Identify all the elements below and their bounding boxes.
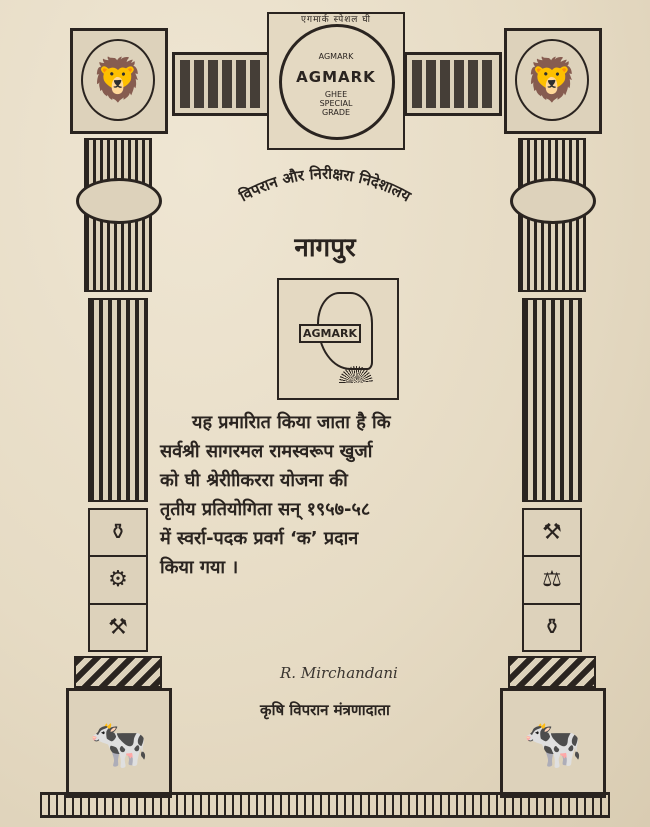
left-pillar-trunk: [88, 298, 148, 502]
certificate-line: तृतीय प्रतियोगिता सन् १९५७-५८: [160, 499, 371, 520]
designation: कृषि विपरान मंत्रणादाता: [260, 701, 390, 719]
worker-icon: ⚒: [524, 510, 580, 557]
title-heading-text: विपरान और निरीक्षरा निदेशालय: [236, 164, 414, 206]
seal-sub-2: SPECIAL: [319, 99, 353, 108]
vendor-icon: ⚱: [542, 614, 562, 640]
cow-calf-icon: 🐄: [500, 688, 606, 798]
right-pillar-band: [508, 656, 596, 688]
certificate-line: को घी श्रेरीाीकररा योजना की: [160, 470, 348, 491]
logo-word: AGMARK: [299, 324, 361, 343]
title-heading: [140, 150, 510, 210]
certificate-line: सर्वश्री सागरमल रामस्वरूप खुर्जा: [160, 441, 373, 462]
craftsman-icon: ⚒: [108, 614, 128, 640]
right-pillar-trunk: [522, 298, 582, 502]
ashoka-lion-capital-icon: 🦁: [91, 55, 145, 104]
certificate-line: यह प्रमारिात किया जाता है कि: [192, 412, 391, 433]
ashoka-lion-capital-icon: 🦁: [525, 55, 579, 104]
seal-ring-text: एगमार्क स्पेशल घी: [301, 15, 371, 25]
right-tree-panel: [404, 52, 502, 116]
svg-text:विपरान और निरीक्षरा निदेशालय: [235, 165, 414, 206]
certificate-line: में स्वर्रा-पदक प्रवर्ग ‘क’ प्रदान: [160, 528, 359, 549]
left-pillar: [66, 28, 166, 798]
seal-sub-1: GHEE: [324, 90, 348, 99]
seal-sub-3: GRADE: [321, 108, 351, 117]
agmark-seal: [267, 12, 405, 150]
right-pillar: [500, 28, 600, 798]
right-emblem-frame: [504, 28, 602, 134]
left-craft-panels: [88, 508, 148, 652]
left-tree-panel: [172, 52, 270, 116]
scale-icon: ⚖: [524, 557, 580, 604]
agmark-logo: [277, 278, 399, 400]
city-name: नागपुर: [294, 233, 356, 263]
pot-icon: ⚱: [90, 510, 146, 557]
right-pillar-drum: [510, 178, 596, 224]
weaver-icon: ⚙: [90, 557, 146, 604]
ground-border: [40, 792, 610, 818]
cow-calf-icon: 🐄: [66, 688, 172, 798]
left-emblem-frame: [70, 28, 168, 134]
certificate-line: किया गया ।: [160, 557, 239, 578]
certificate-body: [160, 408, 510, 582]
signature: R. Mirchandani: [280, 664, 398, 682]
seal-sideways-text: AGMARK: [318, 52, 354, 61]
left-pillar-band: [74, 656, 162, 688]
right-craft-panels: [522, 508, 582, 652]
seal-word: AGMARK: [296, 68, 376, 86]
